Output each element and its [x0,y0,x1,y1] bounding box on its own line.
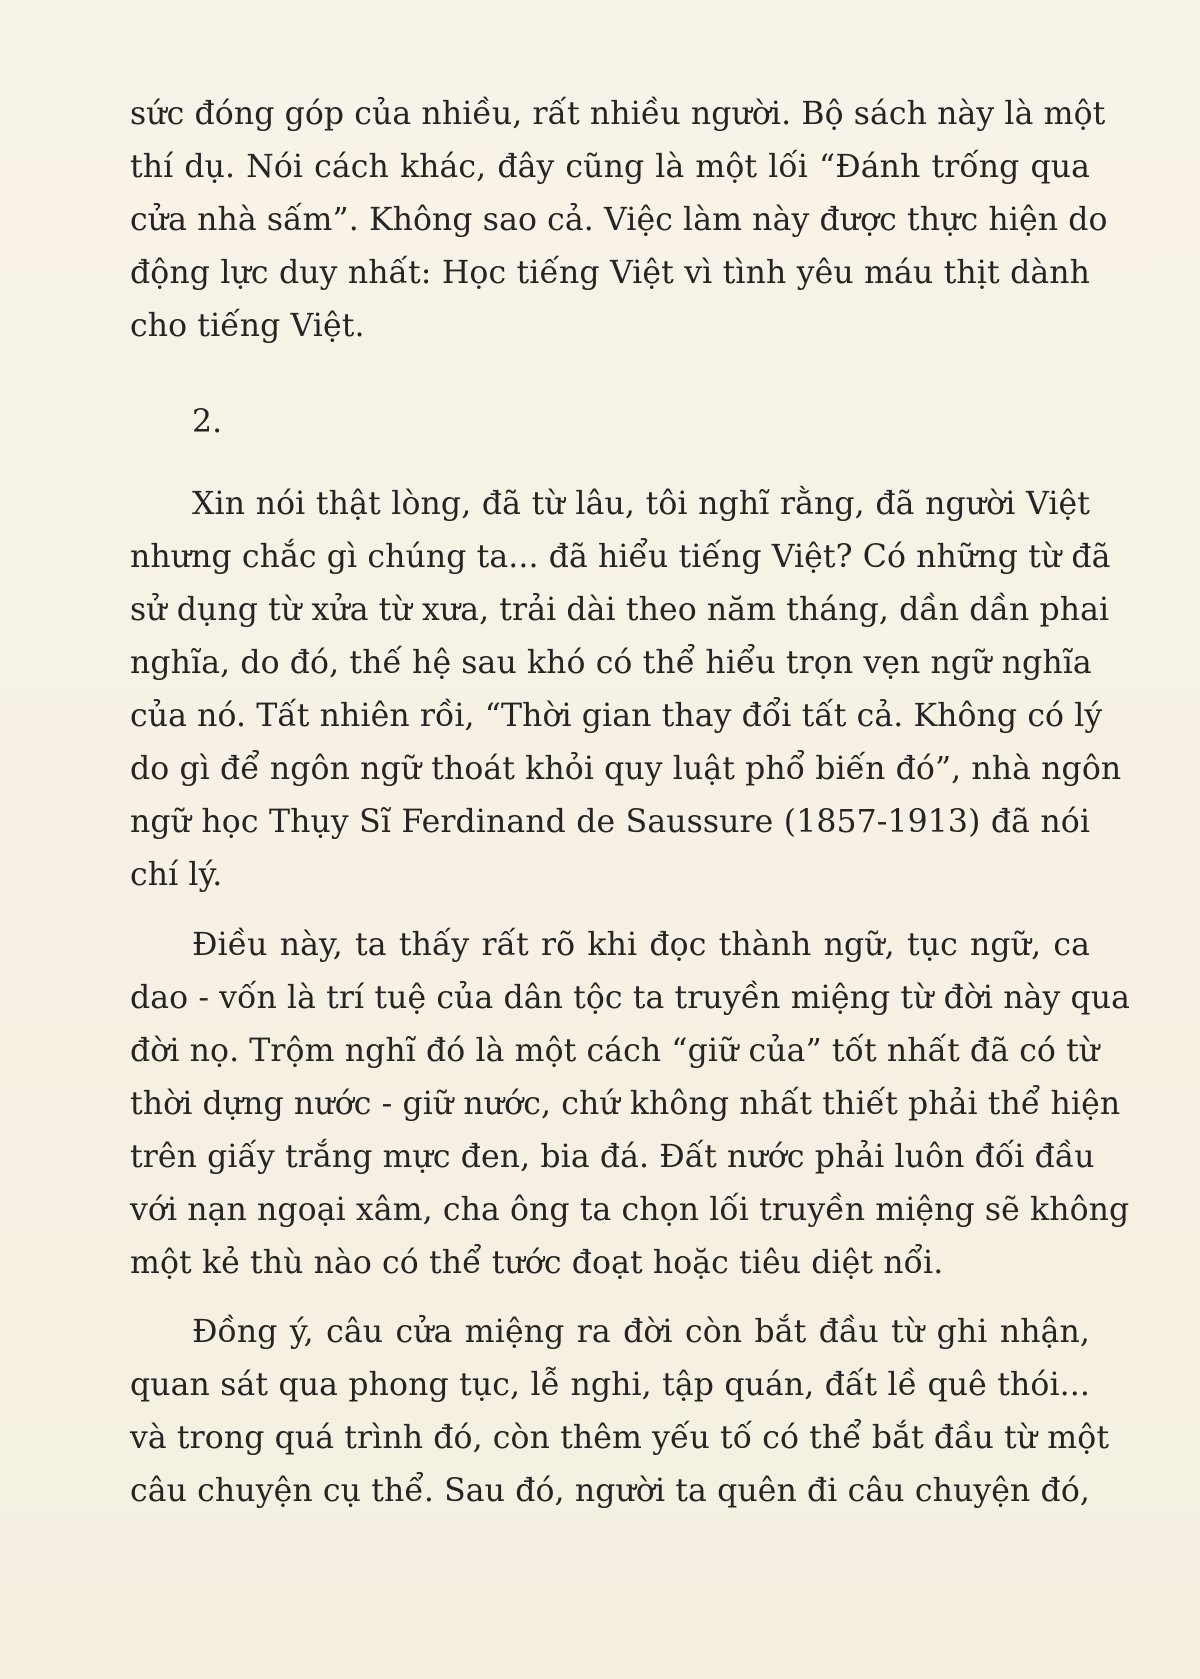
text-line: sức đóng góp của nhiều, rất nhiều người. Bộ sách này là một [130,96,1106,132]
text-line: ngữ học Thụy Sĩ Ferdinand de Saussure (1857-1913) đã nói [130,804,1090,840]
text-line: nhưng chắc gì chúng ta... đã hiểu tiếng Việt? Có những từ đã [130,539,1111,575]
text-line: của nó. Tất nhiên rồi, “Thời gian thay đổi tất cả. Không có lý [130,698,1103,734]
text-line: Xin nói thật lòng, đã từ lâu, tôi nghĩ rằng, đã người Việt [192,486,1090,522]
text-line: Điều này, ta thấy rất rõ khi đọc thành ngữ, tục ngữ, ca [192,927,1090,963]
text-line: do gì để ngôn ngữ thoát khỏi quy luật phổ biến đó”, nhà ngôn [130,751,1122,787]
section-number-label: 2. [192,404,223,440]
text-line: trên giấy trắng mực đen, bia đá. Đất nước phải luôn đối đầu [130,1139,1095,1175]
text-line: nghĩa, do đó, thế hệ sau khó có thể hiểu trọn vẹn ngữ nghĩa [130,645,1092,681]
paragraph-sayings-origin [130,1306,1110,1518]
text-line: thời dựng nước - giữ nước, chứ không nhất thiết phải thể hiện [130,1086,1121,1122]
text-line: quan sát qua phong tục, lễ nghi, tập quán, đất lề quê thói... [130,1367,1090,1403]
paragraph-understanding-vietnamese [130,478,1122,902]
text-line: và trong quá trình đó, còn thêm yếu tố có thể bắt đầu từ một [130,1420,1110,1456]
text-line: dao - vốn là trí tuệ của dân tộc ta truyền miệng từ đời này qua [130,980,1131,1016]
text-line: Đồng ý, câu cửa miệng ra đời còn bắt đầu từ ghi nhận, [192,1314,1090,1350]
paragraph-contribution [130,88,1108,353]
text-line: chí lý. [130,857,223,893]
section-number [130,396,1090,449]
text-line: một kẻ thù nào có thể tước đoạt hoặc tiêu diệt nổi. [130,1245,944,1281]
paragraph-oral-tradition [130,919,1131,1290]
text-line: đời nọ. Trộm nghĩ đó là một cách “giữ của” tốt nhất đã có từ [130,1033,1100,1069]
text-line: cho tiếng Việt. [130,308,365,344]
text-line: sử dụng từ xửa từ xưa, trải dài theo năm tháng, dần dần phai [130,592,1110,628]
text-line: câu chuyện cụ thể. Sau đó, người ta quên đi câu chuyện đó, [130,1473,1090,1509]
text-line: với nạn ngoại xâm, cha ông ta chọn lối truyền miệng sẽ không [130,1192,1130,1228]
text-line: động lực duy nhất: Học tiếng Việt vì tình yêu máu thịt dành [130,255,1090,291]
text-line: thí dụ. Nói cách khác, đây cũng là một lối “Đánh trống qua [130,149,1090,185]
text-line: cửa nhà sấm”. Không sao cả. Việc làm này được thực hiện do [130,202,1108,238]
